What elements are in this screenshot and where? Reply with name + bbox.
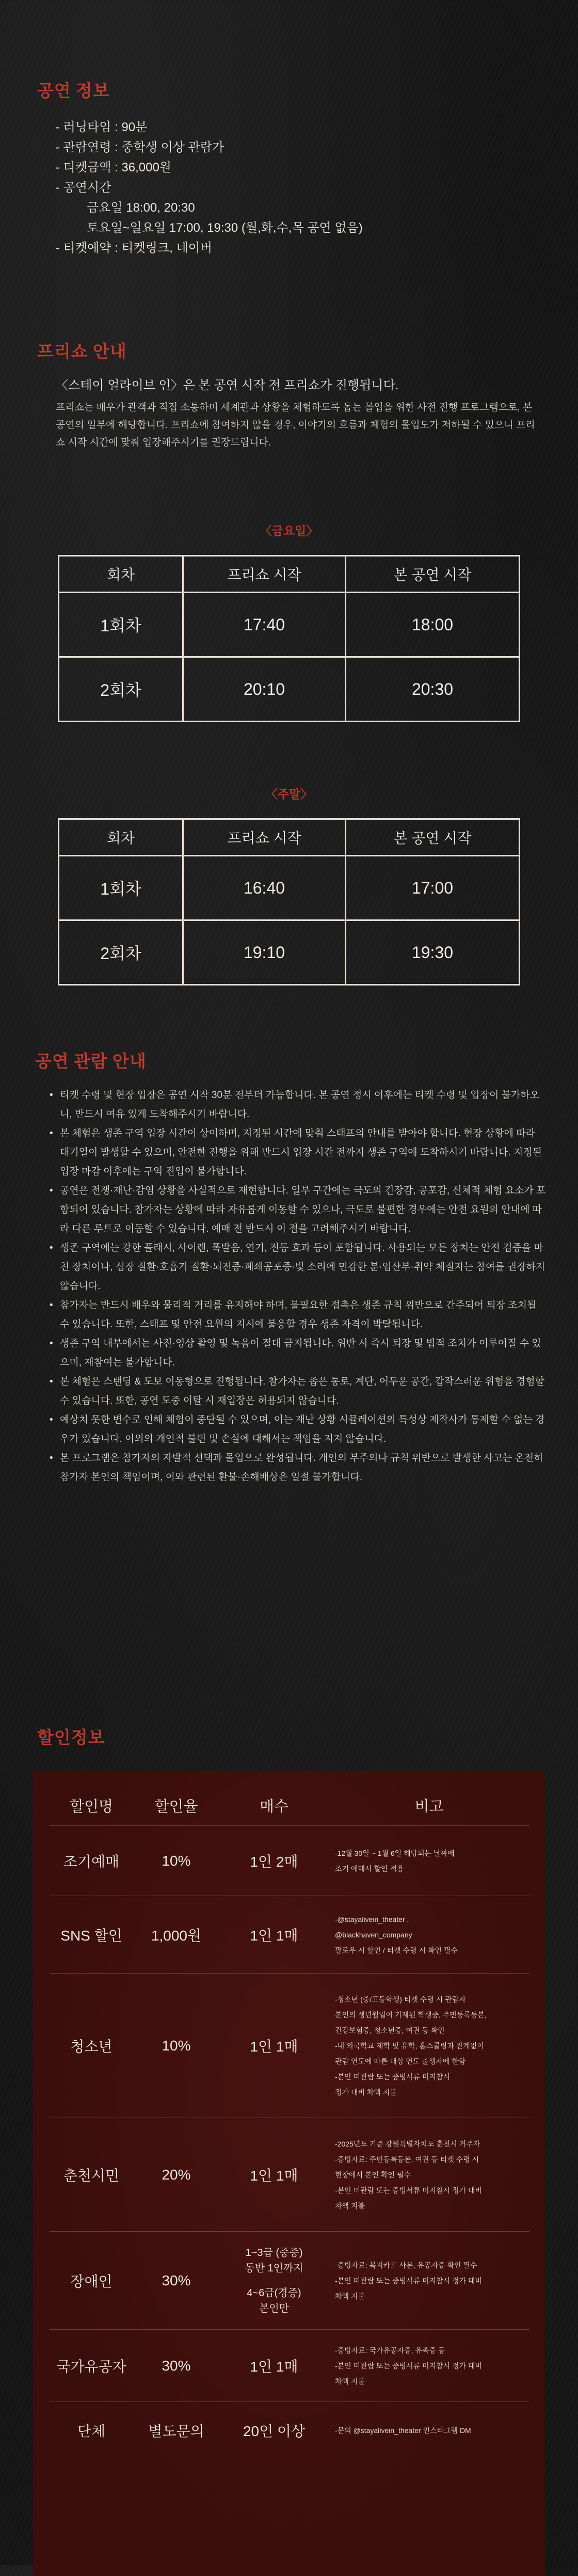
note-line: -본인 미관람 또는 증빙서류 미지참시 정가 대비 — [335, 2276, 482, 2285]
discount-rate-cell: 10% — [133, 1826, 219, 1896]
running-time-item: - 러닝타임 : 90분 — [56, 120, 148, 134]
header-session: 회차 — [59, 819, 183, 856]
header-main-start: 본 공연 시작 — [346, 819, 520, 856]
table-row — [50, 1826, 529, 1896]
note-line: -@stayalivein_theater , — [335, 1915, 409, 1923]
discount-name-cell: 청소년 — [50, 1974, 133, 2118]
table-header-row — [59, 819, 520, 856]
performance-info-list — [56, 117, 543, 258]
table-row — [59, 856, 520, 920]
note-line: -증빙자료: 복지카드 사본, 유공자증 확인 필수 — [335, 2261, 477, 2269]
notes-cell — [329, 2330, 529, 2402]
discount-name-cell: SNS 할인 — [50, 1896, 133, 1974]
note-line: 관람 연도에 따른 대상 연도 출생자에 한함 — [335, 2057, 466, 2065]
session-cell: 1회차 — [59, 856, 183, 920]
age-rating-item: - 관람연령 : 중학생 이상 관람가 — [56, 140, 224, 154]
discount-name-cell: 국가유공자 — [50, 2330, 133, 2402]
notes-cell — [329, 1896, 529, 1974]
guide-item: • 공연은 전쟁·재난·감염 상황을 사실적으로 재현합니다. 일부 구간에는 극도의 긴장감, 공포감, 신체적 체험 요소가 포함되어 있습니다. 참가자는 상황에 따라 자유롭게 이동할 수 있으나, 극도로 불편한 경우에는 안전 요원의 안내에 따라 다른 루트로 이동할 수 있습니다. 예매 전 반드시 이 점을 고려해주시기 바랍니다. — [49, 1181, 546, 1238]
quantity-cell: 1인 1매 — [219, 2330, 329, 2402]
note-line: -본인 미관람 또는 증빙서류 미지참시 정가 대비 — [335, 2361, 482, 2370]
discount-table — [50, 1785, 529, 2459]
show-time-item: - 공연시간 — [56, 181, 111, 195]
guide-item: • 티켓 수령 및 현장 입장은 공연 시작 30분 전부터 가능합니다. 본 공연 정시 이후에는 티켓 수령 및 입장이 불가하오니, 반드시 여유 있게 도착해주시기 바랍니다. — [49, 1086, 546, 1124]
notes-cell — [329, 1826, 529, 1896]
discount-rate-cell: 20% — [133, 2118, 219, 2232]
guide-item: • 본 체험은 스탠딩 & 도보 이동형으로 진행됩니다. 참가자는 좁은 통로, 계단, 어두운 공간, 갑작스러운 위험을 경험할 수 있습니다. 또한, 공연 도중 이탈 시 재입장은 허용되지 않습니다. — [49, 1372, 546, 1410]
note-line: 차액 지불 — [335, 2201, 365, 2210]
header-preshow-start: 프리쇼 시작 — [183, 819, 346, 856]
table-row — [59, 657, 520, 722]
header-main-start: 본 공연 시작 — [346, 556, 520, 593]
performance-info-title: 공연 정보 — [37, 82, 110, 101]
note-line: -청소년 (중/고등학생) 티켓 수령 시 관람자 — [335, 1995, 466, 2003]
note-line: 차액 지불 — [335, 2377, 365, 2386]
quantity-cell: 1인 2매 — [219, 1826, 329, 1896]
note-line: -증빙자료: 주민등록등본, 여권 등 티켓 수령 시 — [335, 2155, 479, 2164]
show-time-weekend: 토요일~일요일 17:00, 19:30 (월,화,수,목 공연 없음) — [87, 221, 363, 235]
session-cell: 1회차 — [59, 593, 183, 657]
table-row — [50, 2402, 529, 2459]
preshow-title: 프리쇼 안내 — [37, 343, 127, 361]
note-line: 차액 지불 — [335, 2292, 365, 2300]
table-row — [59, 593, 520, 657]
note-line: 현장에서 본인 확인 필수 — [335, 2170, 411, 2179]
note-line: -본인 미관람 또는 증빙서류 미지참시 — [335, 2072, 451, 2081]
table-header-row — [50, 1785, 529, 1826]
note-line: -내 외국학교 재학 및 유학, 홈스쿨링과 관계없이 — [335, 2041, 484, 2050]
discount-rate-cell: 1,000원 — [133, 1896, 219, 1974]
main-time-cell: 20:30 — [346, 657, 520, 722]
notes-cell — [329, 2118, 529, 2232]
guide-item: • 본 체험은 생존 구역 입장 시간이 상이하며, 지정된 시간에 맞춰 스태프의 안내를 받아야 합니다. 현장 상황에 따라 대기열이 발생할 수 있으며, 안전한 진행을 위해 반드시 입장 시간 전까지 생존 구역에 도착하시기 바랍니다. 지정된 입장 마감 이후에는 구역 진입이 불가합니다. — [49, 1124, 546, 1181]
quantity-cell: 1인 1매 — [219, 1896, 329, 1974]
note-line: 건강보험증, 청소년증, 여권 등 확인 — [335, 2026, 445, 2034]
guide-item: • 본 프로그램은 참가자의 자발적 선택과 몰입으로 완성됩니다. 개인의 부주의나 규칙 위반으로 발생한 사고는 온전히 참가자 본인의 책임이며, 이와 관련된 환불·손해배상은 일절 불가합니다. — [49, 1449, 546, 1487]
discount-name-cell: 조기예매 — [50, 1826, 133, 1896]
guide-item: • 생존 구역에는 강한 플래시, 사이렌, 폭발음, 연기, 진동 효과 등이 포함됩니다. 사용되는 모든 장치는 안전 검증을 마친 장치이나, 심장 질환·호흡기 질환·뇌전증·폐쇄공포증·빛 소리에 민감한 분·임산부·취약 체질자는 참여를 권장하지 않습니다. — [49, 1238, 546, 1296]
notes-cell — [329, 2232, 529, 2330]
viewing-guide-list — [49, 1086, 546, 1487]
weekend-schedule-table — [58, 818, 520, 985]
weekend-label: 〈주말〉 — [265, 788, 313, 801]
notes-cell — [329, 1974, 529, 2118]
quantity-cell — [219, 2232, 329, 2330]
show-time-friday: 금요일 18:00, 20:30 — [87, 201, 195, 215]
quantity-cell: 1인 1매 — [219, 2118, 329, 2232]
preshow-section — [37, 338, 543, 452]
session-cell: 2회차 — [59, 920, 183, 985]
note-line: 조기 예매시 할인 적용 — [335, 1864, 404, 1873]
table-row — [50, 2232, 529, 2330]
main-time-cell: 19:30 — [346, 920, 520, 985]
quantity-cell: 1인 1매 — [219, 1974, 329, 2118]
note-line: @blackhaven_company — [335, 1930, 412, 1939]
session-cell: 2회차 — [59, 657, 183, 722]
performance-info-section — [37, 77, 543, 258]
quantity-line: 1~3급 (중증) — [245, 2247, 303, 2259]
friday-label: 〈금요일〉 — [260, 524, 318, 537]
discount-name-cell: 장애인 — [50, 2232, 133, 2330]
header-discount-name: 할인명 — [69, 1798, 114, 1815]
main-time-cell: 18:00 — [346, 593, 520, 657]
discount-rate-cell: 10% — [133, 1974, 219, 2118]
discount-name-cell: 춘천시민 — [50, 2118, 133, 2232]
viewing-guide-section — [35, 1048, 546, 1487]
header-discount-rate: 할인율 — [154, 1798, 198, 1815]
preshow-time-cell: 17:40 — [183, 593, 346, 657]
table-row — [50, 2118, 529, 2232]
preshow-lead: 〈스테이 얼라이브 인〉은 본 공연 시작 전 프리쇼가 진행됩니다. — [56, 378, 399, 392]
ticket-price-item: - 티켓금액 : 36,000원 — [56, 161, 171, 174]
main-time-cell: 17:00 — [346, 856, 520, 920]
note-line: -문의 @stayalivein_theater 인스타그램 DM — [335, 2426, 471, 2435]
preshow-time-cell: 16:40 — [183, 856, 346, 920]
note-line: 팔로우 시 할인 / 티켓 수령 시 확인 필수 — [335, 1946, 458, 1954]
guide-item: • 예상치 못한 변수로 인해 체험이 중단될 수 있으며, 이는 재난 상황 시뮬레이션의 특성상 제작사가 통제할 수 없는 경우가 있습니다. 이외의 개인적 불편 및 손실에 대해서는 책임을 지지 않습니다. — [49, 1410, 546, 1449]
discount-rate-cell: 30% — [133, 2330, 219, 2402]
ticket-booking-item: - 티켓예약 : 티켓링크, 네이버 — [56, 241, 213, 255]
discount-name-cell: 단체 — [50, 2402, 133, 2459]
discount-rate-cell: 별도문의 — [133, 2402, 219, 2459]
guide-item: • 생존 구역 내부에서는 사진·영상 촬영 및 녹음이 절대 금지됩니다. 위반 시 즉시 퇴장 및 법적 조치가 이루어질 수 있으며, 재참여는 불가합니다. — [49, 1334, 546, 1372]
note-line: -2025년도 기준 강원특별자치도 춘천시 거주자 — [335, 2139, 480, 2148]
quantity-line: 본인만 — [259, 2302, 289, 2314]
friday-schedule-table — [58, 555, 520, 722]
notes-cell — [329, 2402, 529, 2459]
table-row — [59, 920, 520, 985]
header-notes: 비고 — [414, 1798, 444, 1815]
note-line: -증빙자료: 국가유공자증, 유족증 등 — [335, 2346, 445, 2355]
discount-rate-cell: 30% — [133, 2232, 219, 2330]
quantity-line: 동반 1인까지 — [245, 2262, 303, 2274]
preshow-time-cell: 19:10 — [183, 920, 346, 985]
note-line: -본인 미관람 또는 증빙서류 미지참시 정가 대비 — [335, 2186, 482, 2195]
table-row — [50, 1896, 529, 1974]
table-row — [50, 2330, 529, 2402]
note-line: 정가 대비 차액 지불 — [335, 2088, 397, 2096]
discount-title: 할인정보 — [37, 1729, 105, 1747]
note-line: -12월 30일 ~ 1월 6일 해당되는 날짜에 — [335, 1849, 455, 1857]
preshow-time-cell: 20:10 — [183, 657, 346, 722]
table-header-row — [59, 556, 520, 593]
header-session: 회차 — [59, 556, 183, 593]
quantity-line: 4~6급(경증) — [247, 2287, 301, 2299]
note-line: 본인의 생년월일이 기재된 학생증, 주민등록등본, — [335, 2010, 487, 2019]
guide-item: • 참가자는 반드시 배우와 물리적 거리를 유지해야 하며, 불필요한 접촉은 생존 규칙 위반으로 간주되어 퇴장 조치될 수 있습니다. 또한, 스태프 및 안전 요원의 지시에 불응할 경우 생존 자격이 박탈됩니다. — [49, 1296, 546, 1334]
viewing-guide-title: 공연 관람 안내 — [35, 1053, 147, 1071]
header-quantity: 매수 — [259, 1798, 289, 1815]
table-row — [50, 1974, 529, 2118]
header-preshow-start: 프리쇼 시작 — [183, 556, 346, 593]
quantity-cell: 20인 이상 — [219, 2402, 329, 2459]
preshow-body: 프리쇼는 배우가 관객과 직접 소통하며 세계관과 상황을 체험하도록 돕는 몰입을 위한 사전 진행 프로그램으로, 본 공연의 일부에 해당합니다. 프리쇼에 참여하지 않을 경우, 이야기의 흐름과 체험의 몰입도가 저하될 수 있으니 프리쇼 시작 시간에 맞춰 입장해주시기를 권장드립니다. — [56, 402, 535, 448]
